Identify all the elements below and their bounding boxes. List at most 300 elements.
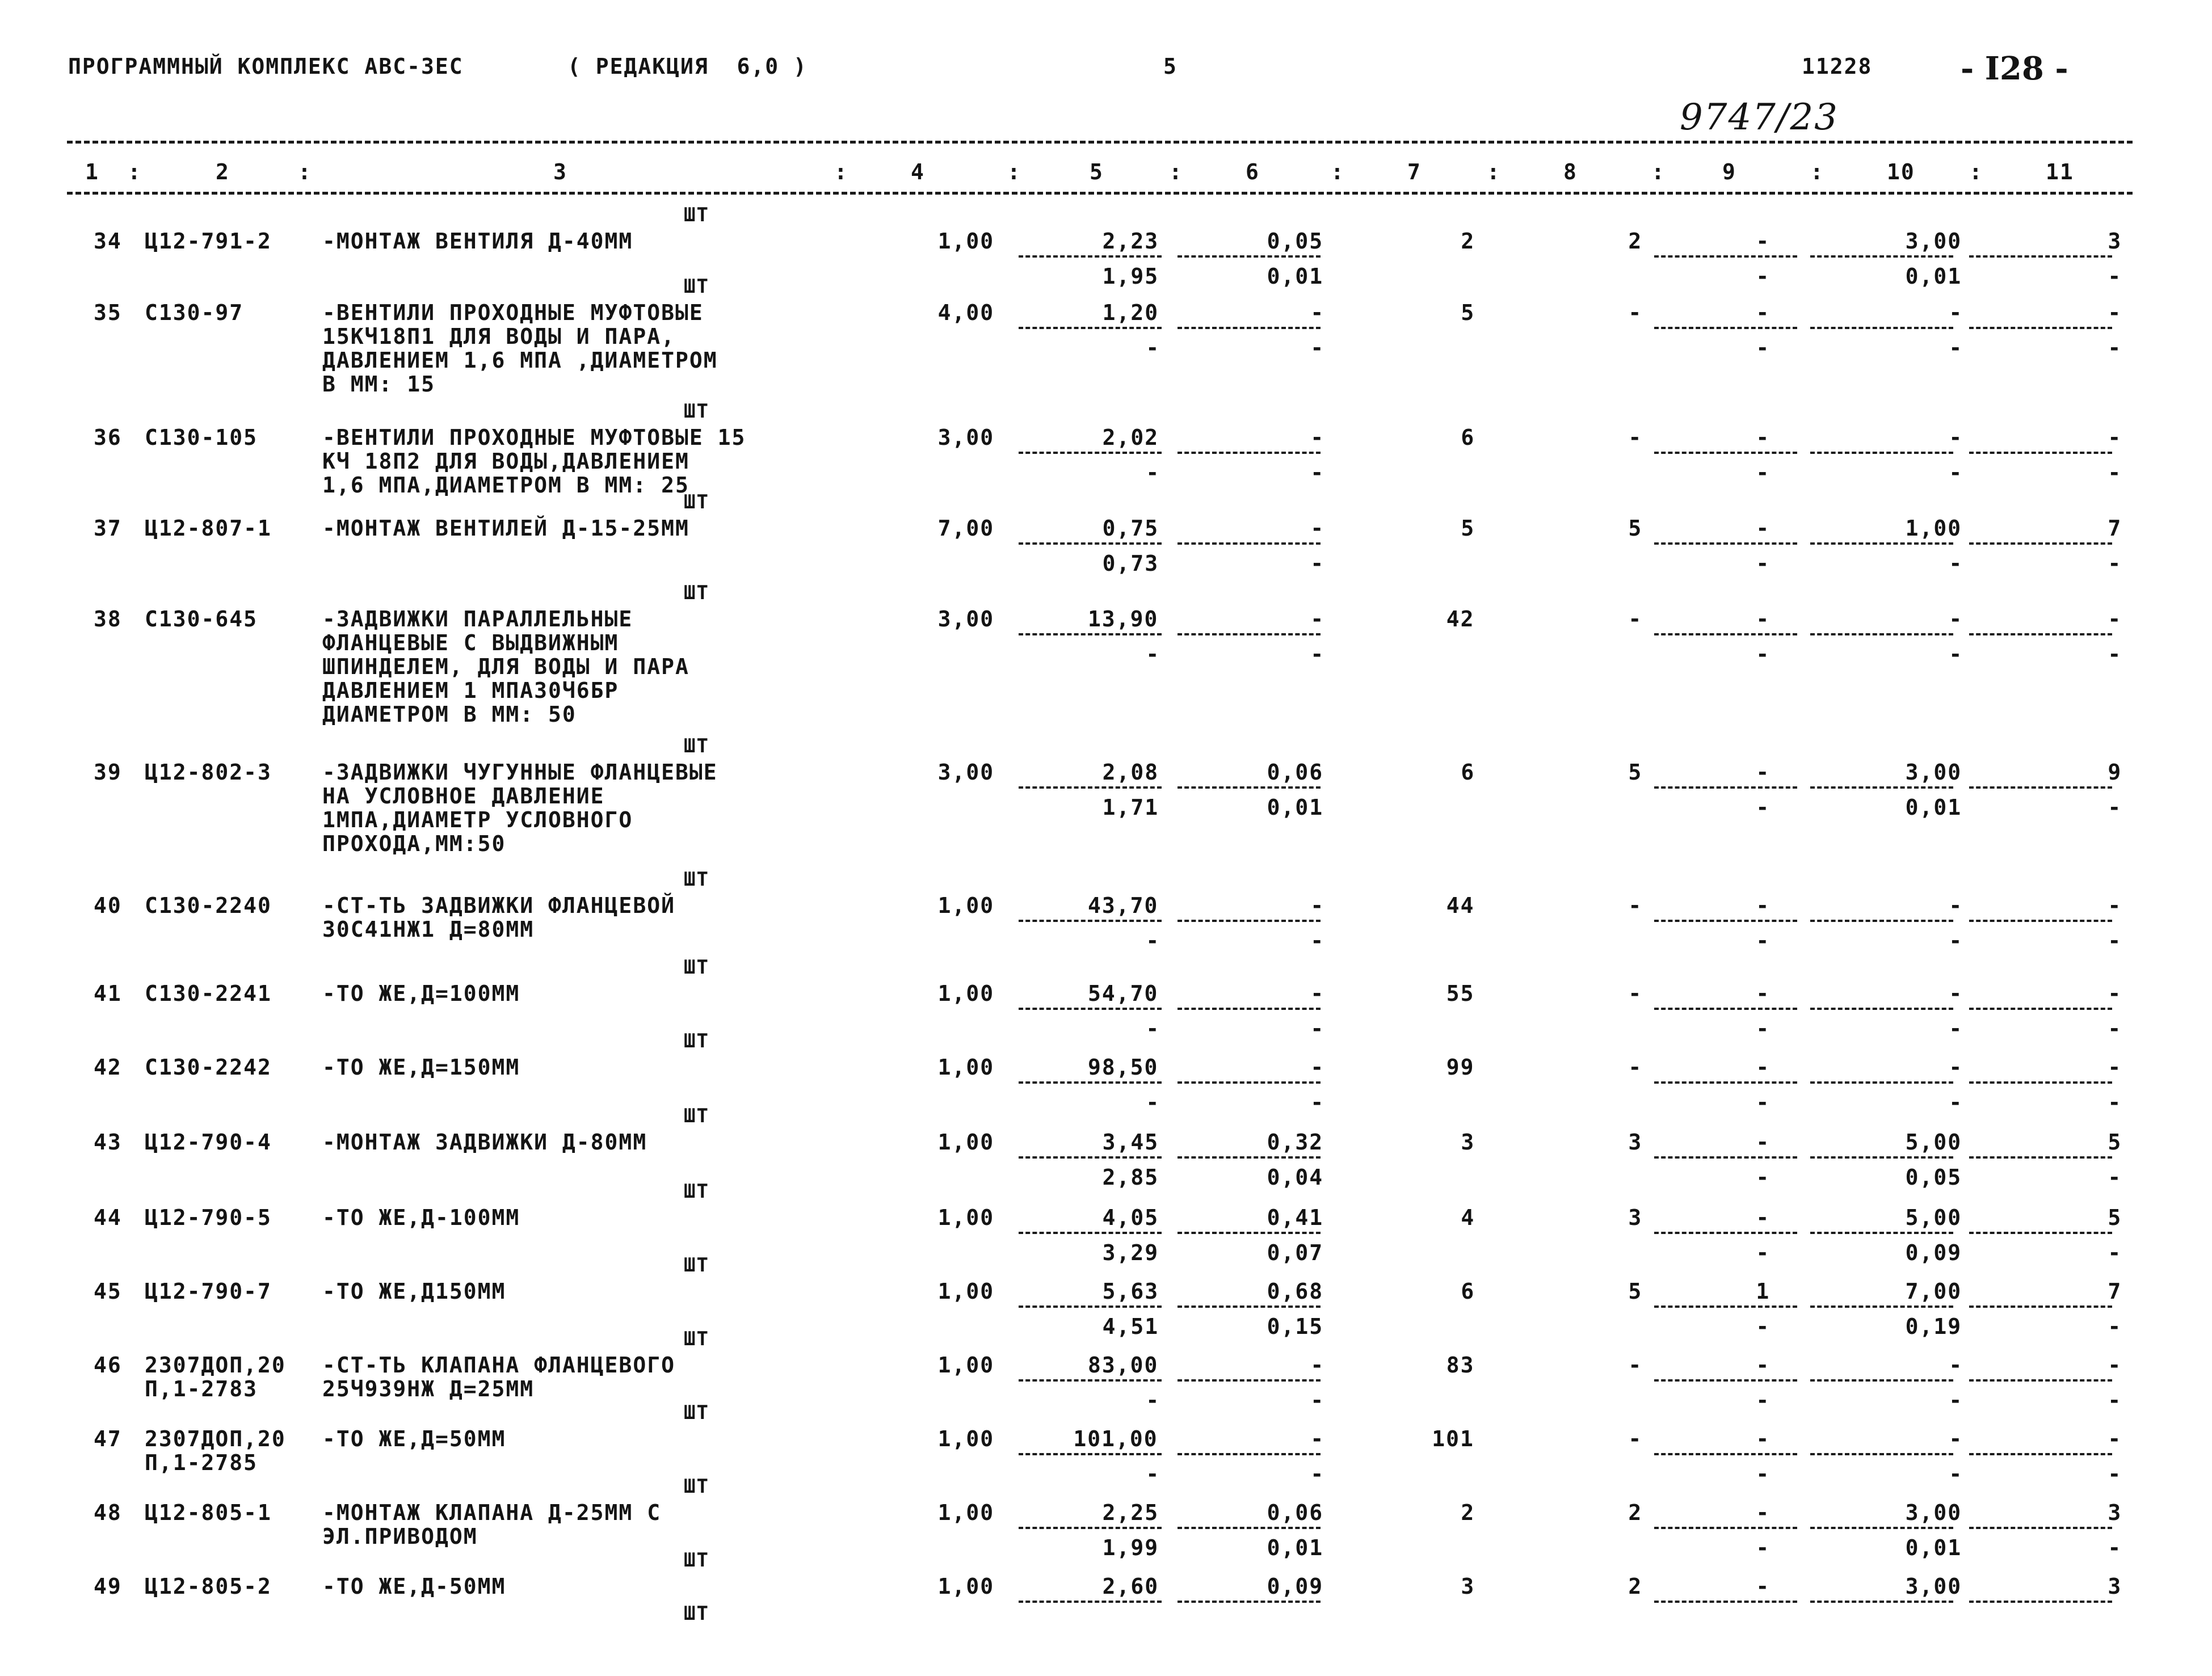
unit-label: ШТ — [684, 868, 709, 891]
row-sub-col5: 4,51 — [1102, 1314, 1159, 1339]
column-separator: : — [298, 159, 312, 184]
column-header-11: 11 — [2046, 159, 2074, 184]
value-rule — [1969, 1379, 2112, 1382]
row-number: 39 — [94, 760, 122, 785]
value-rule — [1178, 452, 1321, 454]
row-col5: 5,63 — [1102, 1279, 1159, 1304]
value-rule — [1019, 920, 1162, 922]
row-col11: - — [2108, 981, 2122, 1006]
row-col7: 3 — [1461, 1574, 1475, 1599]
row-sub-col5: - — [1146, 1016, 1160, 1041]
row-col10: 3,00 — [1905, 229, 1962, 254]
value-rule — [1969, 633, 2112, 635]
column-header-5: 5 — [1090, 159, 1104, 184]
row-sub-col10: 0,01 — [1905, 795, 1962, 820]
unit-label: ШТ — [684, 735, 709, 757]
row-col6: 0,06 — [1267, 760, 1324, 785]
value-rule — [1654, 542, 1797, 545]
value-rule — [1969, 1232, 2112, 1234]
row-col11: - — [2108, 1353, 2122, 1378]
row-col8: 2 — [1628, 229, 1643, 254]
value-rule — [1654, 633, 1797, 635]
handwritten-note: 9747/23 — [1680, 96, 1839, 138]
unit-label: ШТ — [684, 1180, 709, 1203]
row-col10: - — [1949, 1426, 1963, 1451]
row-sub-col6: 0,01 — [1267, 1535, 1324, 1560]
value-rule — [1654, 1156, 1797, 1159]
value-rule — [1810, 1453, 1953, 1455]
row-col8: - — [1628, 425, 1643, 450]
row-description-line: ДАВЛЕНИЕМ 1,6 МПА ,ДИАМЕТРОМ — [322, 348, 718, 373]
value-rule — [1178, 920, 1321, 922]
row-quantity: 1,00 — [937, 1055, 995, 1080]
row-sub-col9: - — [1756, 1462, 1771, 1486]
unit-label: ШТ — [684, 491, 709, 513]
row-sub-col11: - — [2108, 1240, 2122, 1265]
row-sub-col11: - — [2108, 1314, 2122, 1339]
row-sub-col10: 0,05 — [1905, 1165, 1962, 1190]
row-sub-col9: - — [1756, 1090, 1771, 1115]
value-rule — [1810, 255, 1953, 258]
row-sub-col10: - — [1949, 1016, 1963, 1041]
row-col11: 7 — [2108, 1279, 2122, 1304]
row-col11: 3 — [2108, 1500, 2122, 1525]
value-rule — [1019, 1232, 1162, 1234]
column-separator: : — [1651, 159, 1666, 184]
row-col6: 0,06 — [1267, 1500, 1324, 1525]
row-sub-col10: - — [1949, 1388, 1963, 1413]
value-rule — [1178, 1306, 1321, 1308]
row-sub-col5: - — [1146, 1090, 1160, 1115]
row-code: Ц12-805-2 — [145, 1574, 272, 1599]
value-rule — [1810, 633, 1953, 635]
value-rule — [1969, 1306, 2112, 1308]
row-col10: - — [1949, 1353, 1963, 1378]
row-sub-col11: - — [2108, 795, 2122, 820]
row-col7: 3 — [1461, 1130, 1475, 1155]
value-rule — [1178, 786, 1321, 789]
row-description-line: -ВЕНТИЛИ ПРОХОДНЫЕ МУФТОВЫЕ 15 — [322, 425, 746, 450]
row-col7: 6 — [1461, 1279, 1475, 1304]
row-col5: 2,60 — [1102, 1574, 1159, 1599]
column-separator: : — [1331, 159, 1345, 184]
row-col11: 9 — [2108, 760, 2122, 785]
row-quantity: 7,00 — [937, 516, 995, 541]
row-sub-col6: - — [1310, 460, 1325, 485]
row-description-line: 25Ч939НЖ Д=25ММ — [322, 1376, 535, 1401]
value-rule — [1178, 633, 1321, 635]
row-code-cont: П,1-2785 — [145, 1450, 258, 1475]
row-col9: - — [1756, 1426, 1771, 1451]
value-rule — [1178, 1527, 1321, 1529]
row-col8: 5 — [1628, 1279, 1643, 1304]
unit-label: ШТ — [684, 1475, 709, 1498]
row-col8: - — [1628, 1055, 1643, 1080]
value-rule — [1178, 1601, 1321, 1603]
row-code: Ц12-805-1 — [145, 1500, 272, 1525]
row-sub-col10: - — [1949, 460, 1963, 485]
row-col10: 3,00 — [1905, 1574, 1962, 1599]
value-rule — [1654, 1081, 1797, 1084]
value-rule — [1969, 1081, 2112, 1084]
row-sub-col5: 2,85 — [1102, 1165, 1159, 1190]
row-col5: 2,23 — [1102, 229, 1159, 254]
row-sub-col9: - — [1756, 1165, 1771, 1190]
row-col8: - — [1628, 300, 1643, 325]
row-sub-col6: 0,01 — [1267, 264, 1324, 289]
row-description-line: В ММ: 15 — [322, 372, 436, 397]
value-rule — [1810, 920, 1953, 922]
value-rule — [1178, 1081, 1321, 1084]
value-rule — [1810, 1306, 1953, 1308]
row-sub-col11: - — [2108, 1388, 2122, 1413]
row-col10: - — [1949, 1055, 1963, 1080]
sheet-label: 5 — [1163, 54, 1178, 79]
row-col7: 42 — [1446, 607, 1475, 631]
row-sub-col5: - — [1146, 1388, 1160, 1413]
row-sub-col11: - — [2108, 928, 2122, 953]
row-description-line: ФЛАНЦЕВЫЕ С ВЫДВИЖНЫМ — [322, 630, 619, 655]
row-sub-col10: 0,01 — [1905, 1535, 1962, 1560]
row-code: Ц12-802-3 — [145, 760, 272, 785]
row-col7: 83 — [1446, 1353, 1475, 1378]
value-rule — [1969, 786, 2112, 789]
value-rule — [1654, 1306, 1797, 1308]
row-col6: - — [1310, 1426, 1325, 1451]
row-description-line: -ЗАДВИЖКИ ПАРАЛЛЕЛЬНЫЕ — [322, 607, 633, 631]
value-rule — [1019, 786, 1162, 789]
column-header-9: 9 — [1722, 159, 1736, 184]
value-rule — [1969, 255, 2112, 258]
value-rule — [1019, 255, 1162, 258]
row-number: 37 — [94, 516, 122, 541]
row-code: Ц12-791-2 — [145, 229, 272, 254]
row-sub-col5: 3,29 — [1102, 1240, 1159, 1265]
value-rule — [1019, 633, 1162, 635]
value-rule — [1178, 255, 1321, 258]
row-col8: 3 — [1628, 1130, 1643, 1155]
row-description-line: -МОНТАЖ КЛАПАНА Д-25ММ С — [322, 1500, 662, 1525]
row-sub-col9: - — [1756, 1535, 1771, 1560]
row-description-line: 1МПА,ДИАМЕТР УСЛОВНОГО — [322, 807, 633, 832]
row-description-line: ЭЛ.ПРИВОДОМ — [322, 1524, 478, 1549]
row-sub-col9: - — [1756, 1016, 1771, 1041]
row-col5: 13,90 — [1088, 607, 1159, 631]
value-rule — [1969, 1527, 2112, 1529]
column-header-7: 7 — [1407, 159, 1422, 184]
column-header-6: 6 — [1246, 159, 1260, 184]
row-number: 49 — [94, 1574, 122, 1599]
row-col7: 4 — [1461, 1205, 1475, 1230]
row-col6: - — [1310, 1055, 1325, 1080]
row-sub-col9: - — [1756, 460, 1771, 485]
row-number: 42 — [94, 1055, 122, 1080]
row-col6: - — [1310, 1353, 1325, 1378]
row-col9: - — [1756, 1055, 1771, 1080]
unit-label: ШТ — [684, 1328, 709, 1350]
row-sub-col10: - — [1949, 1090, 1963, 1115]
unit-label: ШТ — [684, 1401, 709, 1424]
column-header-4: 4 — [911, 159, 925, 184]
row-col6: - — [1310, 300, 1325, 325]
row-sub-col10: - — [1949, 335, 1963, 360]
row-quantity: 1,00 — [937, 1574, 995, 1599]
row-col11: - — [2108, 893, 2122, 918]
row-col9: - — [1756, 607, 1771, 631]
row-sub-col6: - — [1310, 642, 1325, 667]
unit-label: ШТ — [684, 1030, 709, 1052]
row-sub-col6: - — [1310, 1388, 1325, 1413]
row-quantity: 1,00 — [937, 981, 995, 1006]
row-col6: - — [1310, 981, 1325, 1006]
row-col9: - — [1756, 425, 1771, 450]
document-code: 11228 — [1802, 54, 1873, 79]
row-description-line: ПРОХОДА,ММ:50 — [322, 831, 506, 856]
unit-label: ШТ — [684, 1254, 709, 1277]
row-col6: - — [1310, 516, 1325, 541]
column-separator: : — [1169, 159, 1183, 184]
row-number: 45 — [94, 1279, 122, 1304]
row-number: 43 — [94, 1130, 122, 1155]
value-rule — [1019, 1527, 1162, 1529]
row-col9: - — [1756, 1130, 1771, 1155]
row-sub-col9: - — [1756, 1240, 1771, 1265]
row-code: Ц12-790-7 — [145, 1279, 272, 1304]
row-sub-col10: - — [1949, 928, 1963, 953]
row-quantity: 1,00 — [937, 893, 995, 918]
value-rule — [1810, 1156, 1953, 1159]
row-number: 35 — [94, 300, 122, 325]
row-col8: - — [1628, 1426, 1643, 1451]
row-col9: 1 — [1756, 1279, 1771, 1304]
row-col7: 6 — [1461, 760, 1475, 785]
row-sub-col6: - — [1310, 1462, 1325, 1486]
value-rule — [1019, 1306, 1162, 1308]
row-col6: - — [1310, 893, 1325, 918]
row-sub-col9: - — [1756, 1388, 1771, 1413]
row-sub-col11: - — [2108, 335, 2122, 360]
row-col9: - — [1756, 1500, 1771, 1525]
row-col10: - — [1949, 425, 1963, 450]
unit-label: ШТ — [684, 400, 709, 423]
row-col6: 0,41 — [1267, 1205, 1324, 1230]
row-quantity: 1,00 — [937, 1426, 995, 1451]
column-separator: : — [1007, 159, 1021, 184]
row-quantity: 3,00 — [937, 760, 995, 785]
row-sub-col11: - — [2108, 1462, 2122, 1486]
row-sub-col9: - — [1756, 551, 1771, 576]
column-separator: : — [1487, 159, 1501, 184]
row-col9: - — [1756, 1353, 1771, 1378]
row-number: 41 — [94, 981, 122, 1006]
row-description-line: -МОНТАЖ ЗАДВИЖКИ Д-80ММ — [322, 1130, 647, 1155]
value-rule — [1969, 1008, 2112, 1010]
row-description-line: -СТ-ТЬ ЗАДВИЖКИ ФЛАНЦЕВОЙ — [322, 893, 675, 918]
value-rule — [1654, 255, 1797, 258]
value-rule — [1810, 786, 1953, 789]
column-header-8: 8 — [1563, 159, 1578, 184]
row-sub-col9: - — [1756, 264, 1771, 289]
row-quantity: 1,00 — [937, 1205, 995, 1230]
row-col7: 2 — [1461, 1500, 1475, 1525]
row-sub-col11: - — [2108, 1016, 2122, 1041]
column-header-1: 1 — [85, 159, 99, 184]
value-rule — [1654, 1232, 1797, 1234]
value-rule — [1969, 1156, 2112, 1159]
row-col5: 2,25 — [1102, 1500, 1159, 1525]
row-col11: 5 — [2108, 1130, 2122, 1155]
row-description-line: -СТ-ТЬ КЛАПАНА ФЛАНЦЕВОГО — [322, 1353, 675, 1378]
value-rule — [1178, 1156, 1321, 1159]
row-sub-col10: 0,09 — [1905, 1240, 1962, 1265]
row-sub-col6: - — [1310, 1090, 1325, 1115]
row-col6: 0,32 — [1267, 1130, 1324, 1155]
row-sub-col5: - — [1146, 928, 1160, 953]
row-col5: 0,75 — [1102, 516, 1159, 541]
row-sub-col5: - — [1146, 642, 1160, 667]
row-code: Ц12-790-5 — [145, 1205, 272, 1230]
value-rule — [1654, 1601, 1797, 1603]
column-separator: : — [1810, 159, 1824, 184]
row-quantity: 3,00 — [937, 425, 995, 450]
column-header-3: 3 — [553, 159, 567, 184]
row-col5: 101,00 — [1073, 1426, 1158, 1451]
unit-label: ШТ — [684, 1549, 709, 1572]
row-col9: - — [1756, 893, 1771, 918]
row-col6: 0,05 — [1267, 229, 1324, 254]
value-rule — [1810, 1232, 1953, 1234]
row-col8: - — [1628, 981, 1643, 1006]
row-sub-col5: - — [1146, 460, 1160, 485]
row-col10: 7,00 — [1905, 1279, 1962, 1304]
unit-label: ШТ — [684, 582, 709, 604]
row-description-line: НА УСЛОВНОЕ ДАВЛЕНИЕ — [322, 784, 605, 808]
row-number: 36 — [94, 425, 122, 450]
row-col8: - — [1628, 1353, 1643, 1378]
row-col9: - — [1756, 981, 1771, 1006]
row-code: Ц12-807-1 — [145, 516, 272, 541]
row-col9: - — [1756, 516, 1771, 541]
value-rule — [1969, 1601, 2112, 1603]
row-number: 44 — [94, 1205, 122, 1230]
row-code-cont: П,1-2783 — [145, 1376, 258, 1401]
unit-label: ШТ — [684, 1602, 709, 1625]
row-sub-col5: - — [1146, 335, 1160, 360]
row-sub-col9: - — [1756, 1314, 1771, 1339]
row-code: 2307ДОП,20 — [145, 1426, 286, 1451]
row-col11: - — [2108, 1055, 2122, 1080]
row-sub-col5: 1,95 — [1102, 264, 1159, 289]
value-rule — [1654, 327, 1797, 329]
row-sub-col6: 0,04 — [1267, 1165, 1324, 1190]
row-description-line: -ВЕНТИЛИ ПРОХОДНЫЕ МУФТОВЫЕ — [322, 300, 704, 325]
row-col7: 5 — [1461, 300, 1475, 325]
row-col6: - — [1310, 607, 1325, 631]
row-col7: 5 — [1461, 516, 1475, 541]
value-rule — [1019, 1453, 1162, 1455]
value-rule — [1019, 452, 1162, 454]
row-col8: - — [1628, 893, 1643, 918]
unit-label: ШТ — [684, 1105, 709, 1127]
row-sub-col6: - — [1310, 928, 1325, 953]
row-col10: 5,00 — [1905, 1205, 1962, 1230]
row-col10: - — [1949, 893, 1963, 918]
row-quantity: 1,00 — [937, 229, 995, 254]
table-header-rule — [67, 192, 2133, 195]
value-rule — [1810, 1379, 1953, 1382]
value-rule — [1810, 542, 1953, 545]
row-col7: 99 — [1446, 1055, 1475, 1080]
row-description-line: 1,6 МПА,ДИАМЕТРОМ В ММ: 25 — [322, 473, 689, 498]
row-sub-col6: - — [1310, 551, 1325, 576]
value-rule — [1810, 1008, 1953, 1010]
row-col5: 1,20 — [1102, 300, 1159, 325]
row-sub-col6: - — [1310, 1016, 1325, 1041]
value-rule — [1810, 327, 1953, 329]
row-col10: - — [1949, 607, 1963, 631]
value-rule — [1654, 786, 1797, 789]
row-quantity: 1,00 — [937, 1130, 995, 1155]
row-description-line: -ТО ЖЕ,Д=100ММ — [322, 981, 520, 1006]
row-sub-col6: 0,01 — [1267, 795, 1324, 820]
row-code: С130-97 — [145, 300, 244, 325]
row-col10: 1,00 — [1905, 516, 1962, 541]
row-sub-col11: - — [2108, 551, 2122, 576]
row-col9: - — [1756, 1574, 1771, 1599]
value-rule — [1019, 542, 1162, 545]
row-col5: 4,05 — [1102, 1205, 1159, 1230]
column-header-10: 10 — [1887, 159, 1915, 184]
row-description-line: -ТО ЖЕ,Д150ММ — [322, 1279, 506, 1304]
page-number: - I28 - — [1961, 50, 2068, 87]
row-col8: 5 — [1628, 516, 1643, 541]
row-code: 2307ДОП,20 — [145, 1353, 286, 1378]
row-description-line: -ТО ЖЕ,Д-50ММ — [322, 1574, 506, 1599]
program-title: ПРОГРАММНЫЙ КОМПЛЕКС АВС-3ЕС — [68, 54, 464, 79]
column-separator: : — [834, 159, 848, 184]
row-col9: - — [1756, 300, 1771, 325]
row-col10: - — [1949, 300, 1963, 325]
row-col7: 55 — [1446, 981, 1475, 1006]
row-description-line: -ЗАДВИЖКИ ЧУГУННЫЕ ФЛАНЦЕВЫЕ — [322, 760, 718, 785]
column-header-2: 2 — [216, 159, 230, 184]
row-description-line: -МОНТАЖ ВЕНТИЛЕЙ Д-15-25ММ — [322, 516, 689, 541]
unit-label: ШТ — [684, 956, 709, 979]
row-description-line: 30С41НЖ1 Д=80ММ — [322, 917, 535, 942]
row-code: С130-2240 — [145, 893, 272, 918]
value-rule — [1810, 1601, 1953, 1603]
value-rule — [1019, 327, 1162, 329]
row-col11: 3 — [2108, 1574, 2122, 1599]
row-description-line: КЧ 18П2 ДЛЯ ВОДЫ,ДАВЛЕНИЕМ — [322, 449, 689, 474]
row-number: 38 — [94, 607, 122, 631]
row-col7: 44 — [1446, 893, 1475, 918]
row-col9: - — [1756, 760, 1771, 785]
value-rule — [1178, 1379, 1321, 1382]
value-rule — [1654, 452, 1797, 454]
row-col8: 5 — [1628, 760, 1643, 785]
row-sub-col10: 0,01 — [1905, 264, 1962, 289]
row-col6: - — [1310, 425, 1325, 450]
table-top-rule — [67, 141, 2133, 144]
row-col8: - — [1628, 607, 1643, 631]
row-code: С130-645 — [145, 607, 258, 631]
row-sub-col5: 0,73 — [1102, 551, 1159, 576]
row-col11: 5 — [2108, 1205, 2122, 1230]
row-sub-col11: - — [2108, 264, 2122, 289]
row-sub-col10: - — [1949, 642, 1963, 667]
value-rule — [1969, 542, 2112, 545]
